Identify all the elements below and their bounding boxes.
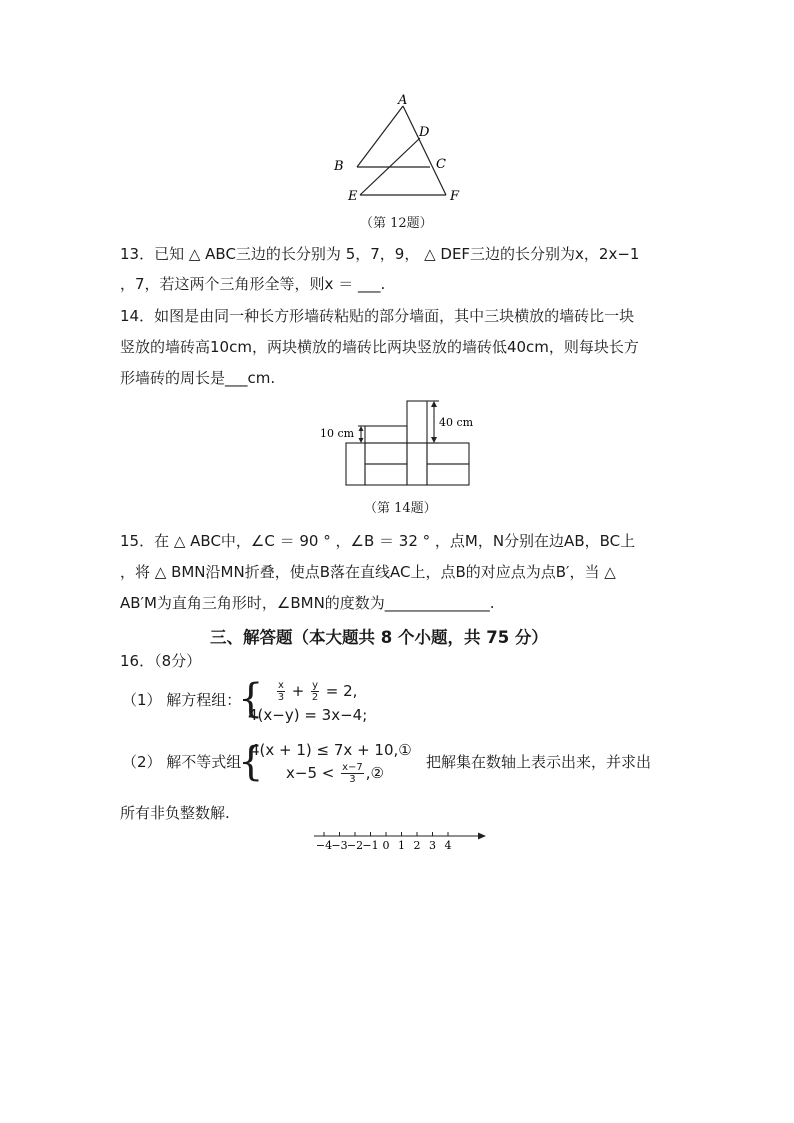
fraction-x-over-3: $\frac{x}{3}$ [277,680,285,703]
figure-12-triangles [330,92,470,204]
number-line-label: 2 [413,839,421,852]
inequality-brace: { [238,739,264,785]
q13-line1: 13．已知 △ ABC三边的长分别为 5，7，9， △ DEF三边的长分别为x，2x−1 [120,245,640,263]
label-F: F [450,189,460,204]
figure-14-wall-tiles [318,394,488,490]
equation-1: $\frac{x}{3}$ + $\frac{y}{2}$ = 2, [277,680,358,703]
q14-line3: 形墙砖的周长是___cm. [120,369,276,387]
figure-12-caption: （第 12题） [360,216,433,231]
label-B: B [334,159,344,174]
q15-line1: 15．在 △ ABC中，∠C ＝ 90 ° ，∠B ＝ 32 ° ，点M，N分别在边AB，BC上 [120,532,636,550]
q14-line1: 14．如图是由同一种长方形墙砖粘贴的部分墙面，其中三块横放的墙砖比一块 [120,307,635,325]
q16-part2-line2: 所有非负整数解. [120,804,230,822]
label-10cm: 10 cm [320,427,355,440]
q16-part1-label: （1） 解方程组： [122,691,242,709]
q15-line2: ，将 △ BMN沿MN折叠，使点B落在直线AC上，点B的对应点为点B′，当 △ [120,563,616,581]
number-line-label: −4 [315,839,333,852]
equation-brace-1: { [238,676,264,722]
number-line-label: 3 [429,839,436,852]
number-line-label: −3 [331,839,348,852]
inequality-1: 4(x + 1) ≤ 7x + 10,① [250,741,412,759]
fraction-y-over-2: $\frac{y}{2}$ [311,680,319,703]
q15-line3: AB′M为直角三角形时，∠BMN的度数为______________. [120,594,495,612]
label-C: C [436,157,446,172]
section3-heading: 三、解答题（本大题共 8 个小题，共 75 分） [210,628,548,647]
number-line-label: −2 [346,839,364,852]
number-line-label: −1 [362,839,379,852]
q14-line2: 竖放的墙砖高10cm，两块横放的墙砖比两块竖放的墙砖低40cm，则每块长方 [120,338,639,356]
q13-line2: ，7，若这两个三角形全等，则x ＝ ___. [120,275,386,293]
equation-2: 4(x−y) = 3x−4; [248,706,368,724]
number-line-label: 0 [382,839,390,852]
fraction-x-minus-7-over-3: $\frac{x-7}{3}$ [342,762,363,785]
q16-part2-label: （2） 解不等式组 [122,753,242,771]
q16-part2-tail: 把解集在数轴上表示出来，并求出 [426,753,652,771]
figure-14-caption: （第 14题） [364,501,437,516]
label-E: E [348,189,358,204]
number-line-label: 1 [398,839,405,852]
inequality-2: x−5 < $\frac{x-7}{3}$ ,② [286,762,384,785]
number-line-label: 4 [444,839,452,852]
number-line [310,826,490,852]
label-D: D [419,125,430,140]
label-40cm: 40 cm [439,416,474,429]
label-A: A [398,93,408,108]
q16-header: 16．（8分） [120,652,202,670]
